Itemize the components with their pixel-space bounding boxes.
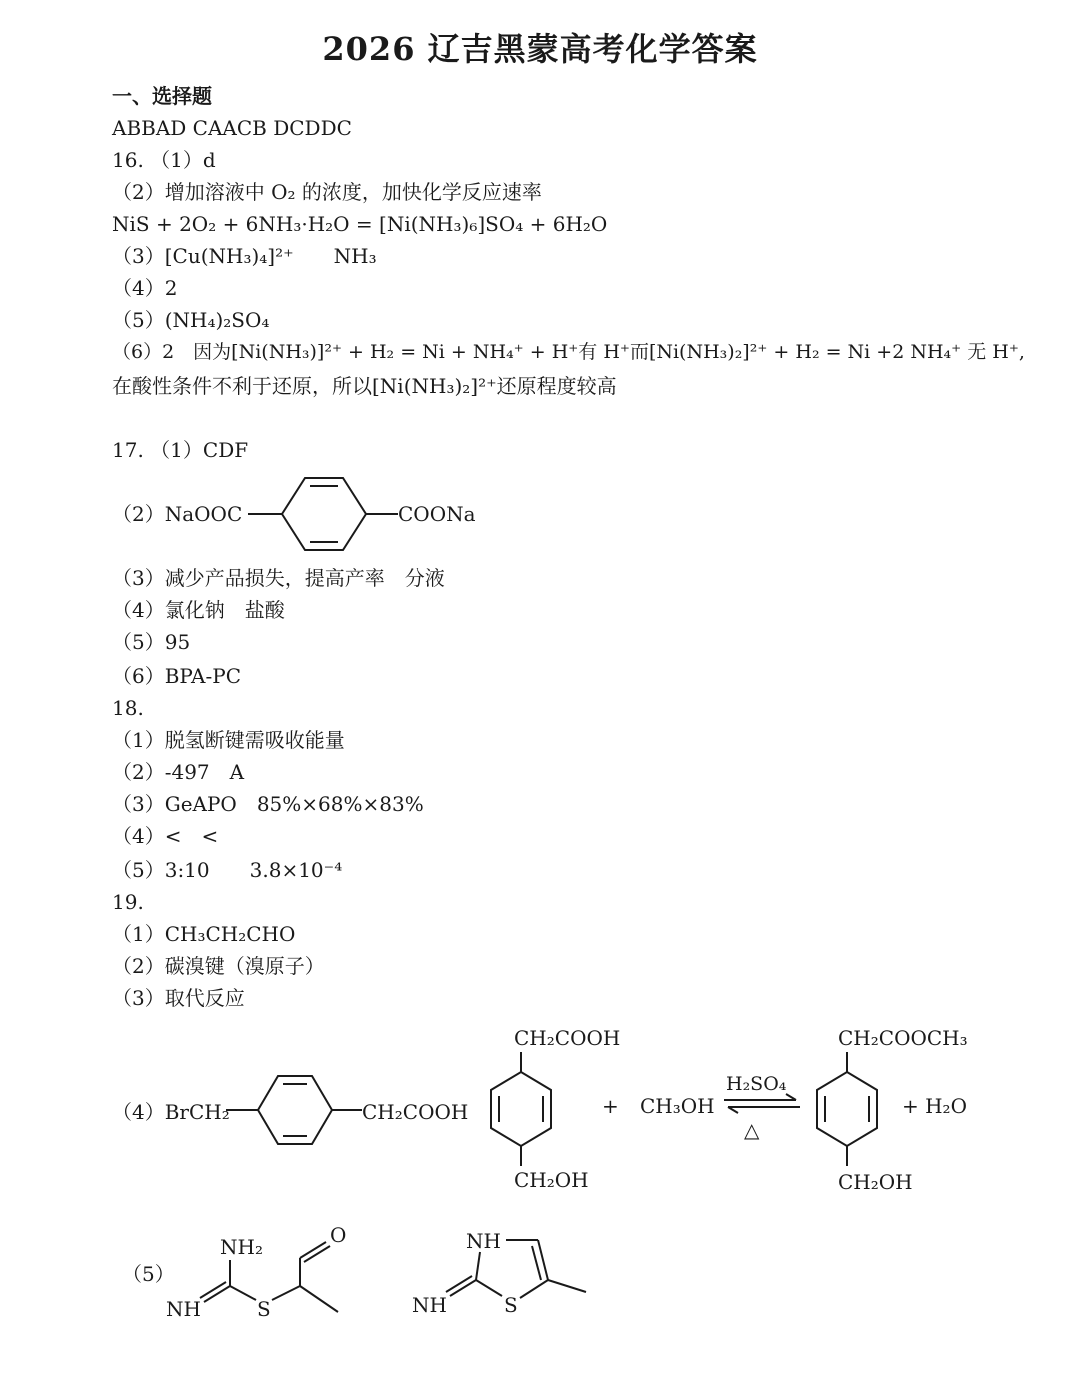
thiazoline-structure — [410, 1222, 600, 1332]
choice-answers: ABBAD CAACB DCDDC — [112, 116, 352, 140]
q17-part5: （5）95 — [112, 630, 191, 654]
q17-part4: （4）氯化钠 盐酸 — [112, 598, 285, 622]
heat-symbol: △ — [744, 1118, 760, 1142]
page-title: 2026 辽吉黑蒙高考化学答案 — [322, 30, 758, 68]
q17-part3: （3）减少产品损失，提高产率 分液 — [112, 566, 445, 590]
q19-part2: （2）碳溴键（溴原子） — [112, 954, 325, 978]
q16-part4: （4）2 — [112, 276, 178, 300]
q16-part5: （5）(NH₄)₂SO₄ — [112, 308, 270, 332]
reactant-ring — [486, 1052, 556, 1168]
q17-part2-suffix: COONa — [398, 502, 476, 526]
q16-part6: （6）2 因为[Ni(NH₃)]²⁺ + H₂ = Ni + NH₄⁺ + H⁺有 H⁺而[Ni(NH₃)₂]²⁺ + H₂ = Ni +2 NH₄⁺ 无 H⁺, — [112, 341, 1025, 363]
plus-sign-1: + — [602, 1094, 619, 1118]
q18-part5: （5）3:10 3.8×10⁻⁴ — [112, 858, 343, 882]
q18-part2: （2）-497 A — [112, 760, 245, 784]
reagent-methanol: CH₃OH — [640, 1094, 715, 1118]
q16-equation: NiS + 2O₂ + 6NH₃·H₂O = [Ni(NH₃)₆]SO₄ + 6H₂O — [112, 212, 608, 236]
benzene-ring-structure — [248, 472, 398, 562]
m1-nh-label: NH — [166, 1297, 201, 1321]
q19-part1: （1）CH₃CH₂CHO — [112, 922, 296, 946]
plus-water: + H₂O — [902, 1094, 967, 1118]
reactant-bottom-group: CH₂OH — [514, 1168, 589, 1192]
q19-part4-ring-1 — [226, 1072, 366, 1152]
m1-s-label: S — [257, 1297, 271, 1321]
q19-number: 19. — [112, 890, 144, 914]
q16-part2: （2）增加溶液中 O₂ 的浓度，加快化学反应速率 — [112, 180, 542, 204]
q19-part4-sub1-right: CH₂COOH — [362, 1100, 469, 1124]
m2-nh-label: NH — [412, 1293, 447, 1317]
product-ring — [812, 1052, 882, 1168]
q17-part6: （6）BPA-PC — [112, 664, 242, 688]
catalyst-label: H₂SO₄ — [726, 1073, 787, 1095]
m1-nh2-label: NH₂ — [220, 1235, 263, 1259]
m2-nh-top-label: NH — [466, 1229, 501, 1253]
q16-part3: （3）[Cu(NH₃)₄]²⁺ NH₃ — [112, 244, 377, 268]
q17-part2-prefix: （2）NaOOC — [112, 502, 243, 526]
section-heading: 一、选择题 — [112, 84, 212, 108]
product-top-group: CH₂COOCH₃ — [838, 1026, 968, 1050]
q18-part1: （1）脱氢断键需吸收能量 — [112, 728, 345, 752]
q19-part3: （3）取代反应 — [112, 986, 245, 1010]
m1-o-label: O — [330, 1223, 347, 1247]
q19-part4-label: （4）BrCH₂ — [112, 1100, 230, 1124]
m2-s-label: S — [504, 1293, 518, 1317]
product-bottom-group: CH₂OH — [838, 1170, 913, 1194]
q16-part1: 16. （1）d — [112, 148, 216, 172]
q18-part3: （3）GeAPO 85%×68%×83% — [112, 792, 424, 816]
q18-part4: （4）< < — [112, 824, 219, 848]
isothiourea-structure — [160, 1220, 360, 1330]
q18-number: 18. — [112, 696, 144, 720]
equilibrium-arrow — [722, 1094, 802, 1114]
q19-part5-label: （5） — [122, 1262, 175, 1286]
q16-part6-cont: 在酸性条件不利于还原，所以[Ni(NH₃)₂]²⁺还原程度较高 — [112, 374, 617, 398]
q17-part1: 17. （1）CDF — [112, 438, 249, 462]
reactant-top-group: CH₂COOH — [514, 1026, 621, 1050]
